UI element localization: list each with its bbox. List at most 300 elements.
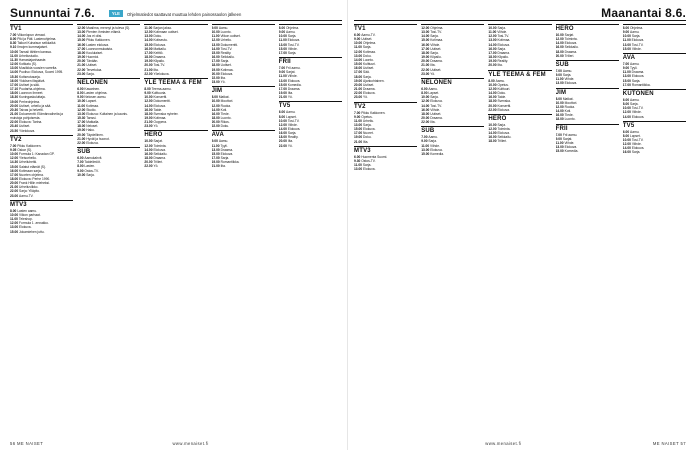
program-title: Elokuva. <box>363 91 376 96</box>
channel-name: NELONEN <box>77 79 108 86</box>
program-time: 21.00 <box>77 136 87 141</box>
program-row <box>144 164 207 168</box>
program-title: Luonto. <box>220 30 232 35</box>
channel-name: AVA <box>211 132 224 139</box>
program-title: Yö. <box>287 143 293 148</box>
right-page-footer <box>354 441 686 446</box>
program-title: Doku. <box>220 124 230 129</box>
program-title: Reality. <box>287 135 299 140</box>
program-time: 19.00 <box>77 128 87 133</box>
program-title: Sarja. <box>630 102 639 107</box>
program-time: 18.30 <box>10 95 20 100</box>
program-time: 10.00 <box>278 34 288 39</box>
program-title: Aamukahvit. <box>84 156 103 161</box>
program-row <box>623 115 686 119</box>
listing-column <box>77 24 140 442</box>
program-title: Elokuva. <box>153 103 166 108</box>
program-title: Lasten elokuva. <box>86 42 110 47</box>
program-title: Sarja. <box>497 122 506 127</box>
program-time: 16.00 <box>354 66 364 71</box>
program-time: 8.00 <box>278 114 287 119</box>
program-time: 17.00 <box>77 46 87 51</box>
program-time: 10.00 <box>144 139 154 144</box>
program-title: Ilta. <box>287 139 294 144</box>
program-time: 14.00 <box>488 42 498 47</box>
program-row <box>421 152 484 156</box>
program-time: 12.00 <box>144 143 154 148</box>
program-title: Reality. <box>220 50 232 55</box>
program-title: Uutiset. <box>19 124 31 129</box>
program-title: Elokuva. <box>287 78 301 83</box>
program-time: 10.00 <box>211 99 221 104</box>
program-title: Aamu. <box>495 78 506 83</box>
program-title: Elokuva. <box>153 42 166 47</box>
program-title: Sarja. <box>497 26 506 30</box>
program-time: 11.00 <box>10 53 19 58</box>
channel-block <box>421 126 484 156</box>
program-title: Kotimaa. <box>363 49 376 54</box>
program-time: 15.00 <box>354 127 364 132</box>
program-title: Aamu-TV. <box>19 193 34 198</box>
yle-logo: YLE <box>109 10 123 17</box>
program-time: 13.00 <box>77 30 87 35</box>
program-title: Ooppera. <box>153 120 167 125</box>
program-title: Sarja. <box>362 45 372 50</box>
program-time: 21.00 <box>421 63 431 68</box>
schedule-disclaimer: Ohjelmatiedot saattavat muuttua lehden painossaolon jälkeen <box>126 12 242 17</box>
left-site-url: www.menaiset.fi <box>172 441 209 446</box>
program-time: 10.00 <box>488 82 498 87</box>
program-time: 8.00 <box>77 91 85 96</box>
listing-column <box>623 24 686 442</box>
program-title: Uutiset. <box>430 67 442 72</box>
program-time: 11.00 <box>211 34 221 39</box>
channel-name: TV5 <box>622 122 635 129</box>
program-title: Viihde. <box>631 142 642 147</box>
program-title: Uutiset. <box>430 46 442 51</box>
program-time: 22.00 <box>211 124 221 129</box>
program-title: Sarja. <box>287 34 297 39</box>
program-time: 18.00 <box>421 50 431 55</box>
program-time: 14.00 <box>211 107 221 112</box>
right-site-url: www.menaiset.fi <box>485 441 522 446</box>
program-title: Moottori. <box>220 99 234 104</box>
program-title: Tosi-TV. <box>430 30 442 35</box>
program-time: 10.00 <box>555 100 565 105</box>
program-title: Uutiset ja sää. <box>19 82 40 87</box>
program-title: Toiminta. <box>497 126 511 131</box>
channel-name: SUB <box>421 128 435 135</box>
channel-block <box>77 78 140 145</box>
program-title: Kilpailu. <box>497 55 509 60</box>
listing-column <box>421 24 484 442</box>
program-time: 10.00 <box>421 95 431 100</box>
program-title: Pienten ihmisten elämä. <box>86 30 121 35</box>
channel-block <box>144 24 207 76</box>
program-time: 18.00 <box>555 49 565 54</box>
program-time: 18.00 <box>144 111 154 116</box>
program-time: 11.00 <box>354 45 363 50</box>
left-page-header <box>10 4 342 21</box>
listing-column <box>556 24 619 442</box>
program-time: 16.00 <box>488 135 498 140</box>
program-time: 20.00 <box>488 103 498 108</box>
program-time: 15.00 <box>354 62 364 67</box>
program-row <box>77 173 140 177</box>
program-row <box>421 72 484 76</box>
program-time: 18.00 <box>488 139 498 144</box>
program-time: 13.00 <box>10 225 20 230</box>
program-title: Sarja. <box>86 172 95 177</box>
program-title: Draama. <box>153 55 166 60</box>
program-title: Yö. <box>287 95 293 100</box>
program-row <box>354 95 417 99</box>
program-title: Ilta. <box>497 63 503 68</box>
program-title: Komedia. <box>564 149 579 154</box>
program-time: 11.00 <box>278 38 288 43</box>
program-title: Urheilu. <box>220 38 232 43</box>
program-time: 10.00 <box>622 137 632 142</box>
program-time: 13.00 <box>622 74 632 79</box>
channel-block <box>623 121 686 155</box>
channel-block <box>556 24 619 58</box>
program-time: 20.30 <box>10 107 20 112</box>
program-time: 18.00 <box>144 156 154 161</box>
program-title: Tosi-TV. <box>497 34 510 39</box>
program-time: 7.00 <box>77 160 85 165</box>
program-title: Viihde. <box>564 77 575 82</box>
program-time: 17.00 <box>622 82 632 87</box>
program-title: Elokuva. <box>631 114 645 119</box>
program-title: Sarja. <box>631 78 641 83</box>
program-title: Elokuva. <box>497 42 510 47</box>
program-time: 23.00 <box>354 95 364 100</box>
program-time: 16.00 <box>421 107 431 112</box>
program-title: Romantiikka. <box>220 160 240 165</box>
program-time: 15.30 <box>10 74 20 79</box>
program-time: 11.00 <box>77 103 87 108</box>
program-time: 17.00 <box>354 70 364 75</box>
program-time: 9.00 <box>354 114 362 119</box>
program-time: 10.00 <box>354 41 364 46</box>
program-time: 12.00 <box>144 30 154 35</box>
program-time: 11.00 <box>421 143 431 148</box>
program-title: Matkailu. <box>153 46 167 51</box>
program-time: 16.00 <box>144 151 154 156</box>
program-title: Tosi-TV. <box>153 63 166 68</box>
program-time: 14.00 <box>488 131 498 136</box>
program-title: Sarja. <box>428 139 437 144</box>
program-title: Nuoret. <box>363 131 374 136</box>
program-row <box>488 108 551 112</box>
program-time: 12.00 <box>211 103 221 108</box>
program-time: 17.00 <box>10 82 20 87</box>
left-listing-columns <box>10 24 342 442</box>
program-time: 18.00 <box>77 50 87 55</box>
program-title: Frii aamu. <box>286 66 301 71</box>
program-title: Tervetuloa. <box>86 67 103 72</box>
program-time: 6.00 <box>354 33 362 37</box>
program-title: Kotimaan uutiset. <box>153 30 179 35</box>
program-title: Yöelokuva. <box>153 71 170 76</box>
program-title: Tosi-TV. <box>287 118 300 123</box>
program-time: 21.00 <box>144 120 154 125</box>
program-time: 14.00 <box>622 146 632 151</box>
program-title: Huomenta Suomi. <box>361 154 388 159</box>
program-time: 9.00 <box>77 95 85 100</box>
program-title: Yö. <box>363 95 368 100</box>
program-title: Kulttuuri. <box>363 62 376 67</box>
program-title: Sarja. <box>430 50 439 55</box>
program-title: Luonnon ihmeet. <box>19 91 44 96</box>
program-title: Elokuva. <box>430 99 443 104</box>
program-time: 14.00 <box>211 46 221 51</box>
program-title: Draama. <box>363 87 376 92</box>
program-row <box>556 149 619 153</box>
program-time: 17.00 <box>278 50 288 55</box>
program-time: 12.00 <box>488 86 498 91</box>
program-time: 20.00 <box>10 181 20 186</box>
program-title: Pikku Kakkonen. <box>361 110 386 115</box>
program-time: 15.00 <box>211 50 221 55</box>
program-time: 8.00 <box>144 86 152 91</box>
program-title: Tänään. <box>86 59 99 64</box>
program-time: 7.00 <box>421 135 429 140</box>
program-time: 22.00 <box>354 91 364 96</box>
program-time: 13.00 <box>421 30 431 35</box>
program-row <box>556 54 619 58</box>
program-title: Kotikatu (S). <box>19 62 37 67</box>
program-time: 7.00 <box>10 33 18 37</box>
program-time: 14.00 <box>622 114 632 119</box>
program-title: Elokuva. <box>220 151 234 156</box>
channel-name: MTV3 <box>354 147 371 154</box>
day-title-monday: Maanantai 8.6. <box>601 6 686 20</box>
program-title: Viihde. <box>631 46 642 51</box>
program-title: Elokuva. <box>497 107 510 112</box>
program-time: 23.40 <box>10 124 20 129</box>
program-title: Ilta. <box>363 139 369 144</box>
program-title: Yö. <box>153 124 159 129</box>
program-title: Elokuva: Perhe 1990. <box>19 177 51 181</box>
program-title: Viihde. <box>287 122 298 127</box>
program-title: Dokumentti. <box>220 42 238 47</box>
program-title: Komedia. <box>430 151 444 156</box>
program-time: 12.00 <box>488 126 498 131</box>
program-time: 18.00 <box>10 177 20 181</box>
program-title: Viihde. <box>497 30 508 35</box>
program-time: 17.10 <box>10 87 20 92</box>
channel-block <box>10 135 73 198</box>
program-time: 14.30 <box>10 160 20 165</box>
program-title: Kotimaa. <box>497 38 511 43</box>
program-time: 11.00 <box>622 70 632 75</box>
program-title: Oskar (S). <box>17 147 33 152</box>
program-title: Tanssi. <box>86 115 97 120</box>
program-row <box>556 117 619 121</box>
program-title: Matkat. <box>218 95 230 100</box>
program-row <box>623 47 686 51</box>
program-time: 15.00 <box>144 42 154 47</box>
listing-column <box>354 24 417 442</box>
channel-block <box>212 86 275 128</box>
program-time: 14.00 <box>77 34 87 39</box>
right-listing-columns <box>354 24 686 442</box>
program-title: Viihde. <box>430 143 440 148</box>
program-title: Draama. <box>287 86 301 91</box>
program-title: Nelosen aamu. <box>84 95 107 100</box>
program-title: Kotimaan sarja. <box>19 168 42 173</box>
program-time: 23.50 <box>10 128 20 133</box>
program-title: Perheohjelma. <box>19 99 41 104</box>
program-time: 17.00 <box>211 59 221 64</box>
program-title: Uutiset. <box>363 82 375 87</box>
program-title: Kotiseutusarja. <box>19 74 41 79</box>
program-title: Aamu. <box>286 30 296 35</box>
program-title: Ruoka. <box>564 104 575 109</box>
channel-block <box>77 147 140 177</box>
program-time: 22.00 <box>421 67 431 72</box>
program-title: Opetus. <box>361 114 373 119</box>
program-title: Luonto. <box>564 117 576 122</box>
program-time: 11.00 <box>278 74 288 79</box>
program-time: 18.00 <box>211 63 221 68</box>
program-time: 15.00 <box>278 82 288 87</box>
program-title: Elokuva. <box>153 147 166 152</box>
program-time: 8.00 <box>622 26 631 30</box>
program-title: Lasten aamu. <box>17 208 37 213</box>
program-title: Yö. <box>430 71 436 76</box>
program-time: 9.00 <box>622 30 631 35</box>
program-title: Seikkailu. <box>153 151 168 156</box>
program-time: 13.00 <box>555 81 565 86</box>
program-title: Ohjelma. <box>430 26 444 30</box>
program-title: Tanssii tähtien kanssa. <box>19 49 52 54</box>
program-time: 8.00 <box>77 164 85 169</box>
program-time: 7.00 <box>555 68 563 73</box>
channel-name: AVA <box>622 54 636 61</box>
program-time: 17.00 <box>144 50 154 55</box>
program-title: Sarja. <box>430 34 439 39</box>
program-time: 20.00 <box>211 71 221 76</box>
program-title: Sarjat. <box>562 136 573 141</box>
program-title: Viihde. <box>287 46 298 51</box>
program-title: Tiede. <box>564 113 574 118</box>
program-time: 22.00 <box>144 164 154 169</box>
program-time: 6.00 <box>354 154 362 159</box>
program-title: Tosi-TV. <box>430 103 442 108</box>
program-title: Frii aamu. <box>562 132 578 137</box>
program-time: 14.00 <box>144 38 154 43</box>
program-time: 9.00 <box>622 66 631 71</box>
program-time: 13.00 <box>488 38 498 43</box>
program-row <box>623 150 686 154</box>
program-title: Taide. <box>497 95 507 100</box>
program-row <box>556 81 619 85</box>
program-title: Sarja. <box>430 95 439 100</box>
program-title: Elokuva. <box>631 74 645 79</box>
program-title: Elokuva. <box>497 131 510 136</box>
program-title: Kotimaa. <box>86 103 99 108</box>
program-time: 9.00 <box>278 30 287 35</box>
program-time: 7.00 <box>10 143 18 148</box>
program-time: 10.00 <box>10 49 20 54</box>
channel-name: FRII <box>555 125 568 132</box>
program-row <box>10 194 73 198</box>
program-title: Aamu. <box>630 30 640 35</box>
program-title: Koti. <box>564 109 572 114</box>
program-time: 12.00 <box>10 62 20 67</box>
program-time: 9.00 <box>211 26 219 30</box>
program-row <box>212 124 275 128</box>
program-time: 16.00 <box>144 107 154 112</box>
program-time: 12.00 <box>77 107 87 112</box>
program-time: 6.00 <box>278 110 287 115</box>
program-title: Viihde. <box>287 74 298 79</box>
day-title-sunday: Sunnuntai 7.6. <box>10 6 95 20</box>
program-title: Aamu. <box>286 110 296 115</box>
program-time: 19.00 <box>10 99 20 104</box>
program-title: Urheilustudio. <box>18 53 39 58</box>
program-title: Viikonlopun vieraat. <box>17 33 46 37</box>
program-time: 13.00 <box>278 78 288 83</box>
program-title: Aamu. <box>630 97 640 102</box>
program-time: 21.00 <box>77 63 87 68</box>
program-time: 23.00 <box>10 193 20 198</box>
program-time: 12.00 <box>622 110 632 115</box>
program-time: 20.00 <box>10 103 20 108</box>
program-title: Uutiset. <box>220 63 232 68</box>
program-title: Tiede. <box>220 111 230 116</box>
program-time: 13.00 <box>354 167 364 172</box>
program-title: Aamu. <box>428 86 438 91</box>
program-time: 15.00 <box>622 78 632 83</box>
program-time: 21.00 <box>354 87 364 92</box>
program-time: 18.00 <box>144 55 154 60</box>
program-time: 19.00 <box>144 115 154 120</box>
program-time: 9.00 <box>144 91 152 96</box>
program-row <box>212 164 275 168</box>
program-time: 11.00 <box>488 30 498 35</box>
program-title: Sää. <box>363 70 370 75</box>
program-title: Taivas ja helvetti. <box>19 107 44 112</box>
program-title: Sarja: Ylläpito. <box>19 189 40 194</box>
program-time: 12.00 <box>555 104 565 109</box>
program-time: 19.00 <box>354 135 364 140</box>
program-time: 23.00 <box>211 80 221 85</box>
program-time: 19.00 <box>354 78 364 83</box>
program-time: 17.00 <box>10 172 20 177</box>
program-title: Kulttuuri. <box>497 86 511 91</box>
program-title: Ilta. <box>153 67 159 72</box>
channel-block <box>556 60 619 86</box>
program-time: 20.00 <box>421 115 431 120</box>
program-time: 16.00 <box>278 131 288 136</box>
program-title: Sarja. <box>86 71 95 76</box>
channel-block <box>623 53 686 87</box>
program-time: 10.00 <box>278 118 288 123</box>
channel-block <box>354 24 417 100</box>
program-time: 11.00 <box>622 38 632 43</box>
program-title: Tosi-TV. <box>631 42 644 47</box>
program-time: 14.00 <box>555 109 565 114</box>
program-time: 12.00 <box>10 156 20 161</box>
program-time: 17.00 <box>354 131 364 136</box>
program-title: Salatut elämät (S). <box>19 164 46 169</box>
program-title: Kotimaa. <box>220 67 234 72</box>
program-time: 20.00 <box>144 63 154 68</box>
program-time: 6.00 <box>77 156 85 161</box>
